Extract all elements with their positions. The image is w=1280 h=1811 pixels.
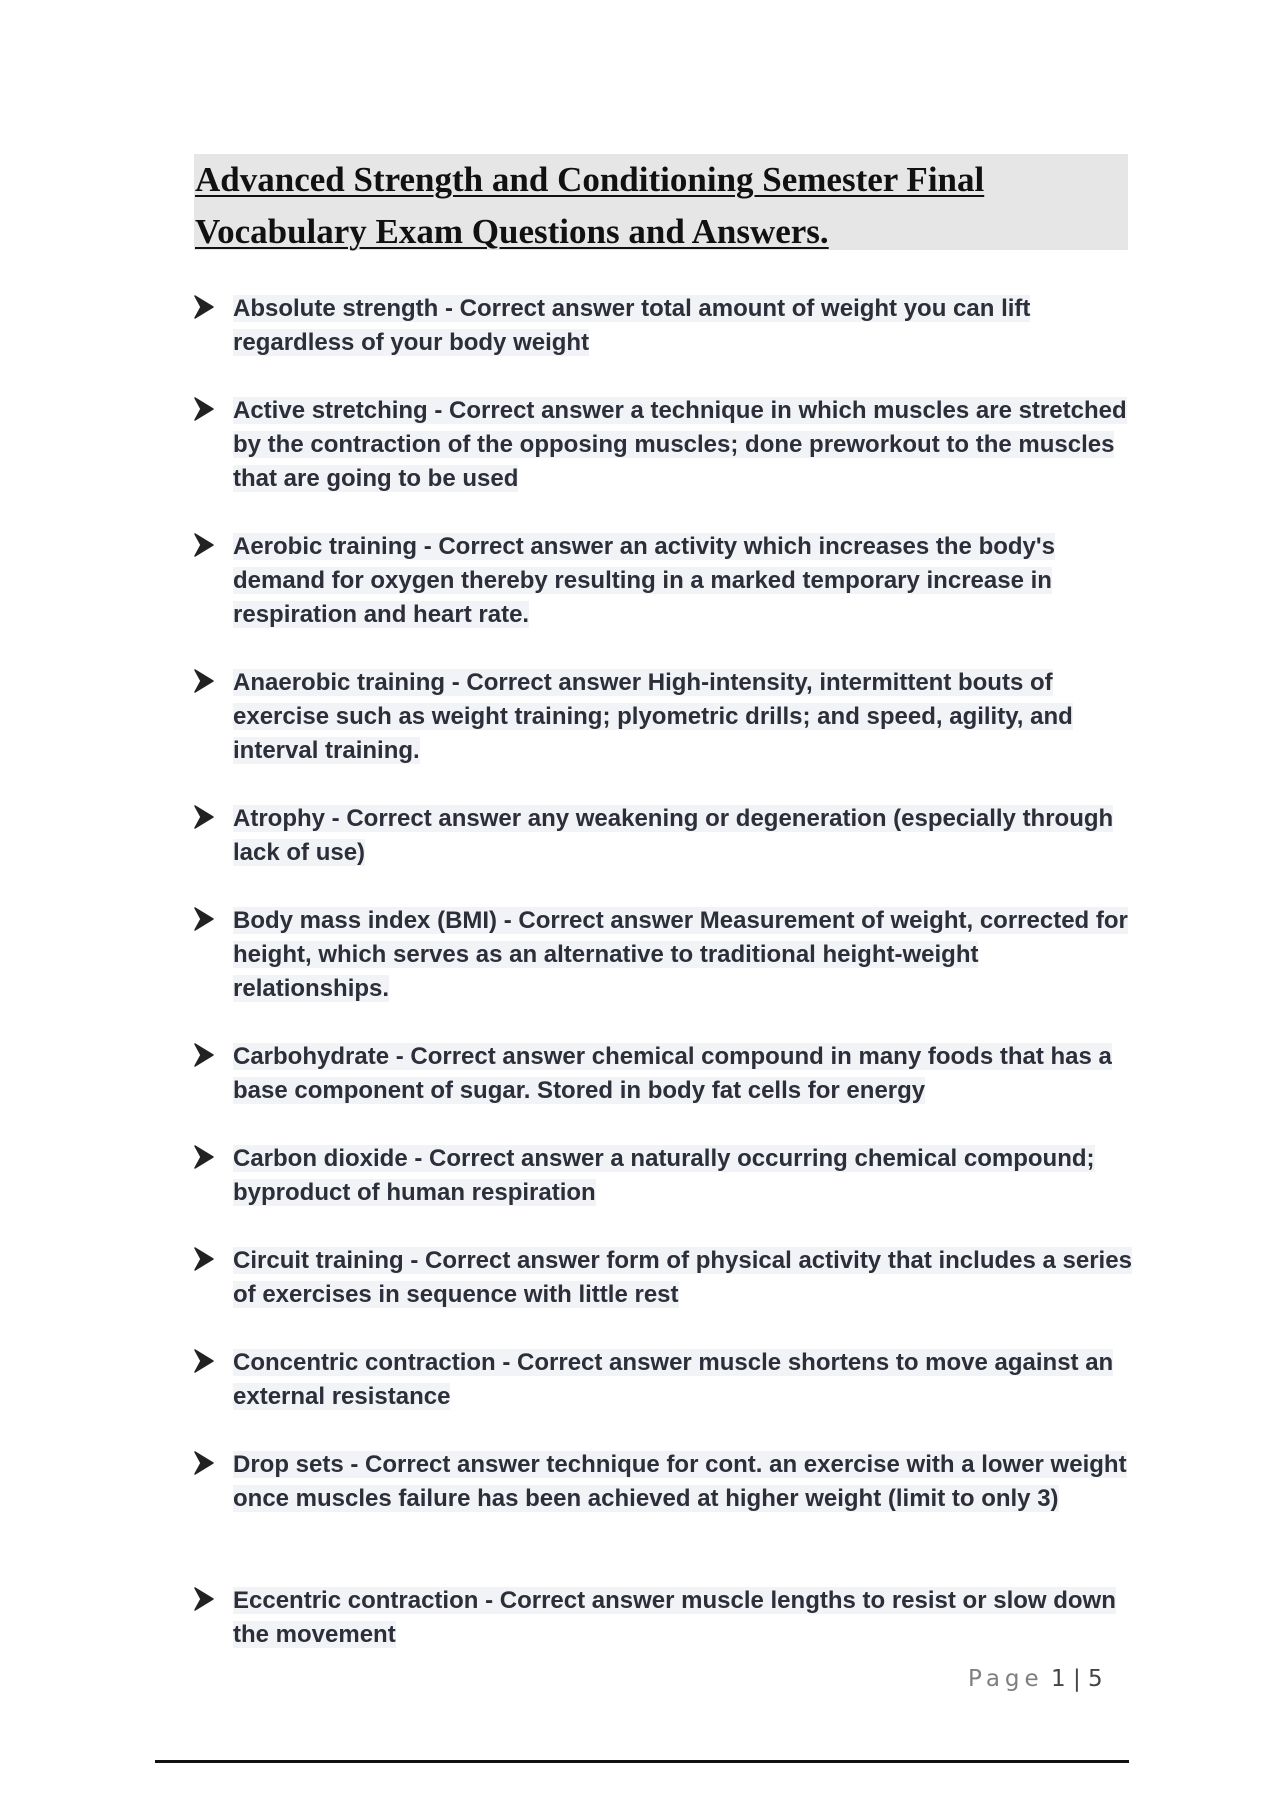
arrowhead-bullet-icon [194,668,214,694]
arrowhead-bullet-icon [194,1586,214,1612]
arrowhead-bullet-icon [194,1246,214,1272]
arrowhead-bullet-icon [194,396,214,422]
vocab-item-text: Absolute strength - Correct answer total amount of weight you can lift regardless of your body weight [233,295,1031,356]
document-title-line-2: Vocabulary Exam Questions and Answers. [195,212,829,251]
arrowhead-bullet-icon [194,804,214,830]
footer-rule [155,1760,1129,1763]
page-separator: | [1072,1666,1081,1692]
arrowhead-bullet-icon [194,1144,214,1170]
vocab-item-text: Active stretching - Correct answer a technique in which muscles are stretched by the contraction of the opposing muscles; done preworkout to the muscles that are going to be used [233,397,1127,492]
vocab-item-text: Eccentric contraction - Correct answer muscle lengths to resist or slow down the movement [233,1587,1116,1648]
page-current: 1 [1051,1666,1066,1692]
arrowhead-bullet-icon [194,1450,214,1476]
vocab-item-text: Atrophy - Correct answer any weakening or degeneration (especially through lack of use) [233,805,1114,866]
vocab-item-text: Carbon dioxide - Correct answer a naturally occurring chemical compound; byproduct of human respiration [233,1145,1095,1206]
arrowhead-bullet-icon [194,1042,214,1068]
arrowhead-bullet-icon [194,1348,214,1374]
vocab-item-text: Concentric contraction - Correct answer muscle shortens to move against an external resistance [233,1349,1114,1410]
vocab-item-text: Body mass index (BMI) - Correct answer Measurement of weight, corrected for height, which serves as an alternative to traditional height-weight relationships. [233,907,1128,1002]
arrowhead-bullet-icon [194,906,214,932]
page-word: Page [968,1666,1044,1692]
vocab-item-text: Carbohydrate - Correct answer chemical compound in many foods that has a base component of sugar. Stored in body fat cells for energy [233,1043,1112,1104]
vocab-item-text: Anaerobic training - Correct answer High-intensity, intermittent bouts of exercise such as weight training; plyometric drills; and speed, agility, and interval training. [233,669,1073,764]
vocab-item-text: Aerobic training - Correct answer an activity which increases the body's demand for oxygen thereby resulting in a marked temporary increase in respiration and heart rate. [233,533,1055,628]
vocab-item-text: Circuit training - Correct answer form of physical activity that includes a series of exercises in sequence with little rest [233,1247,1132,1308]
arrowhead-bullet-icon [194,532,214,558]
page-number [968,1666,1103,1692]
document-title-line-1: Advanced Strength and Conditioning Semester Final [195,160,985,199]
page-total: 5 [1088,1666,1103,1692]
arrowhead-bullet-icon [194,294,214,320]
vocab-item-text: Drop sets - Correct answer technique for cont. an exercise with a lower weight once muscles failure has been achieved at higher weight (limit to only 3) [233,1451,1127,1512]
